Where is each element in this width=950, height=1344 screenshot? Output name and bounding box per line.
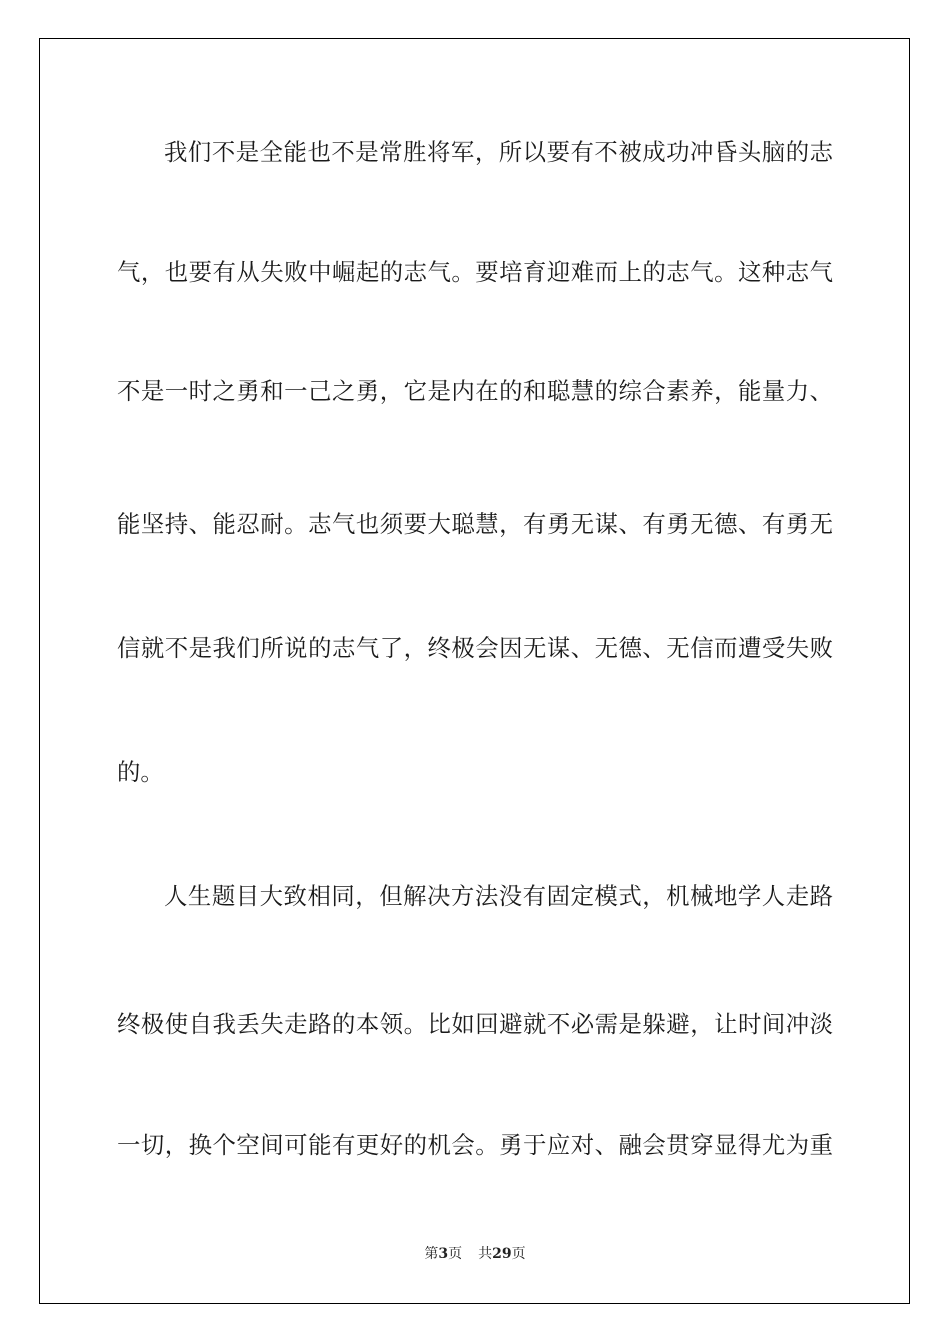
page-prefix: 第: [424, 1246, 439, 1262]
text-line: 能坚持、能忍耐。志气也须要大聪慧，有勇无谋、有勇无德、有勇无: [117, 510, 833, 538]
total-pages: 29: [492, 1246, 512, 1262]
page-footer: [0, 1245, 950, 1263]
text-line: 我们不是全能也不是常胜将军，所以要有不被成功冲昏头脑的志: [164, 138, 833, 166]
text-line: 气，也要有从失败中崛起的志气。要培育迎难而上的志气。这种志气: [117, 258, 833, 286]
text-line: 不是一时之勇和一己之勇，它是内在的和聪慧的综合素养，能量力、: [117, 377, 833, 405]
text-line: 一切，换个空间可能有更好的机会。勇于应对、融会贯穿显得尤为重: [117, 1131, 833, 1159]
text-line: 的。: [117, 758, 164, 786]
page-number: 3: [438, 1246, 449, 1262]
total-suffix: 页: [511, 1246, 526, 1262]
page-border: [39, 38, 910, 1304]
page-suffix: 页: [448, 1246, 463, 1262]
text-line: 终极使自我丢失走路的本领。比如回避就不必需是躲避，让时间冲淡: [117, 1010, 833, 1038]
total-prefix: 共: [478, 1246, 493, 1262]
text-line: 人生题目大致相同，但解决方法没有固定模式，机械地学人走路: [164, 882, 833, 910]
text-line: 信就不是我们所说的志气了，终极会因无谋、无德、无信而遭受失败: [117, 634, 833, 662]
